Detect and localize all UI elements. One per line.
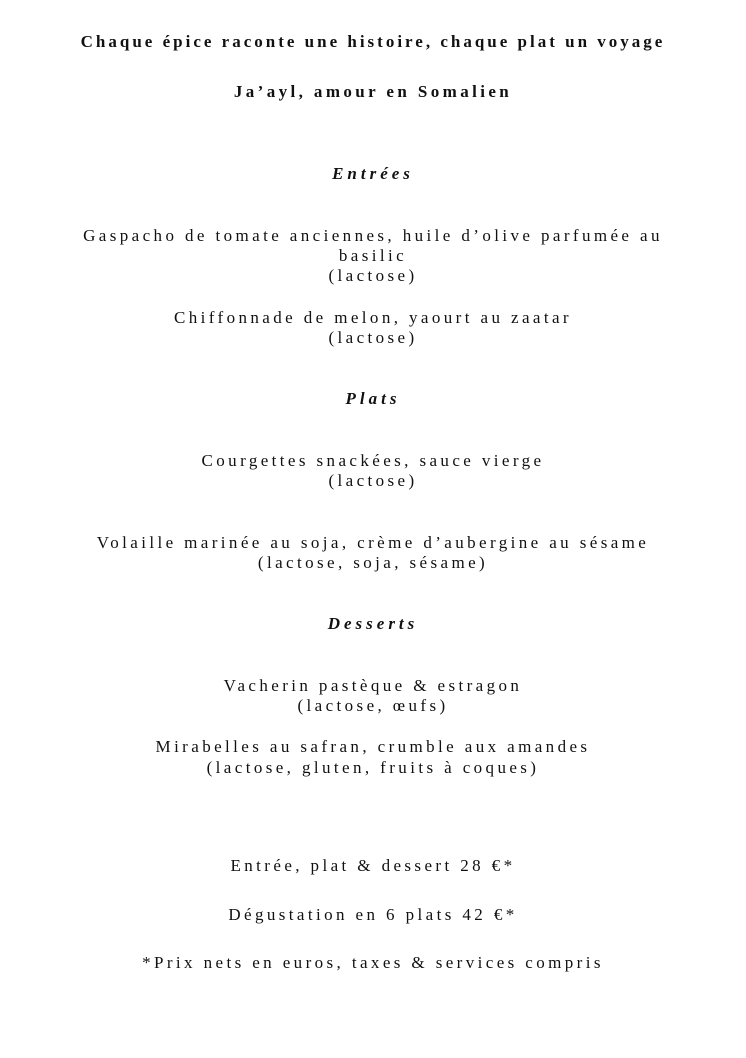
price-degustation: Dégustation en 6 plats 42 €* — [228, 905, 518, 924]
dish-name: Volaille marinée au soja, crème d’aubergine au sésame — [96, 533, 650, 552]
dish-allergens: (lactose) — [328, 471, 418, 490]
dish-name: Gaspacho de tomate anciennes, huile d’olive parfumée au — [83, 226, 663, 245]
dish-allergens: (lactose) — [328, 328, 418, 347]
dish-name: Vacherin pastèque & estragon — [223, 676, 523, 695]
price-formule: Entrée, plat & dessert 28 €* — [230, 856, 516, 875]
dish-allergens: (lactose, soja, sésame) — [257, 553, 489, 572]
dish-name: Chiffonnade de melon, yaourt au zaatar — [174, 308, 572, 327]
dish-allergens: (lactose) — [328, 266, 418, 285]
section-title-plats: Plats — [345, 389, 401, 408]
section-title-desserts: Desserts — [327, 614, 419, 633]
dish-name: Courgettes snackées, sauce vierge — [201, 451, 545, 470]
dish-allergens: (lactose, œufs) — [297, 696, 449, 715]
dish-name-continued: basilic — [338, 246, 408, 265]
dish-allergens: (lactose, gluten, fruits à coques) — [206, 758, 540, 777]
section-title-entrees: Entrées — [332, 164, 414, 183]
price-note: *Prix nets en euros, taxes & services compris — [142, 953, 604, 972]
menu-tagline: Chaque épice raconte une histoire, chaque plat un voyage — [80, 32, 666, 51]
dish-name: Mirabelles au safran, crumble aux amandes — [155, 737, 591, 756]
menu-subtitle: Ja’ayl, amour en Somalien — [233, 82, 513, 101]
